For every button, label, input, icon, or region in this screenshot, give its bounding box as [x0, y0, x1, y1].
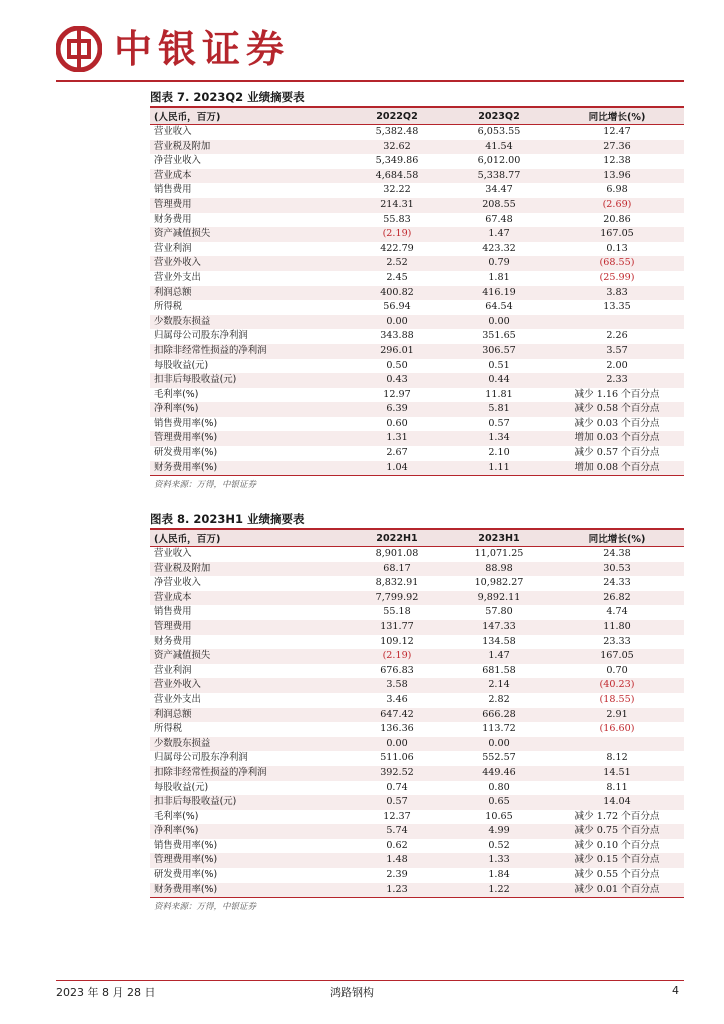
row-label: 少数股东损益 — [150, 315, 346, 330]
table-row — [150, 781, 684, 796]
yoy-change: 6.98 — [606, 184, 628, 196]
prior-value: 400.82 — [346, 286, 448, 301]
prior-value: 3.46 — [386, 693, 408, 705]
current-value: 67.48 — [485, 213, 513, 225]
prior-value: 32.62 — [346, 140, 448, 155]
row-label: 管理费用 — [150, 198, 346, 213]
summary-table — [150, 108, 684, 476]
current-value: 306.57 — [448, 344, 550, 359]
yoy-change: 30.53 — [550, 562, 684, 577]
row-label: 管理费用 — [150, 620, 346, 635]
table-row — [150, 256, 684, 271]
table-row — [150, 883, 684, 898]
prior-value: 68.17 — [346, 562, 448, 577]
yoy-change: 减少 0.55 个百分点 — [574, 869, 660, 881]
table-title: 图表 8. 2023H1 业绩摘要表 — [150, 510, 684, 530]
table-row — [150, 140, 684, 155]
prior-value: 214.31 — [346, 198, 448, 213]
current-value: 1.34 — [448, 431, 550, 446]
table-row — [150, 417, 684, 432]
table-row — [150, 591, 684, 606]
prior-value: 55.83 — [383, 213, 411, 225]
current-value: 1.81 — [488, 271, 510, 283]
row-label: 财务费用率(%) — [150, 883, 346, 898]
table-row — [150, 446, 684, 461]
current-value: 2.10 — [488, 447, 510, 459]
yoy-change: 14.51 — [550, 766, 684, 781]
column-header-prior: 2022H1 — [346, 530, 448, 547]
row-label: 销售费用率(%) — [154, 417, 218, 429]
row-label: 营业外收入 — [150, 678, 346, 693]
column-header-label: (人民币，百万) — [150, 108, 346, 125]
current-value: 64.54 — [485, 301, 513, 313]
table-row — [150, 795, 684, 810]
yoy-change: 12.38 — [603, 155, 631, 167]
current-value: 416.19 — [448, 286, 550, 301]
column-header-current: 2023H1 — [448, 530, 550, 547]
yoy-change: 26.82 — [550, 591, 684, 606]
row-label: 所得税 — [154, 723, 183, 735]
table-row — [150, 169, 684, 184]
table-row — [150, 635, 684, 650]
table-2023q2-summary — [150, 88, 684, 492]
yoy-change: 0.70 — [606, 664, 628, 676]
yoy-change: 减少 0.75 个百分点 — [550, 824, 684, 839]
prior-value: 2.67 — [386, 447, 408, 459]
table-row — [150, 708, 684, 723]
yoy-change: 20.86 — [603, 213, 631, 225]
yoy-change: 减少 0.58 个百分点 — [550, 402, 684, 417]
row-label: 每股收益(元) — [154, 781, 209, 793]
current-value: 5,338.77 — [448, 169, 550, 184]
yoy-change: 12.47 — [603, 126, 631, 137]
table-row — [150, 359, 684, 374]
yoy-change: 2.33 — [550, 373, 684, 388]
current-value: 5.81 — [448, 402, 550, 417]
prior-value: 1.23 — [346, 883, 448, 898]
table-row — [150, 810, 684, 825]
column-header-prior: 2022Q2 — [346, 108, 448, 125]
current-value: 6,012.00 — [477, 155, 521, 167]
prior-value: 392.52 — [346, 766, 448, 781]
table-row — [150, 154, 684, 169]
table-row — [150, 605, 684, 620]
footer-date: 2023 年 8 月 28 日 — [56, 986, 156, 999]
prior-value: 0.50 — [386, 359, 408, 371]
current-value: 666.28 — [448, 708, 550, 723]
prior-value: 5,349.86 — [375, 155, 419, 167]
prior-value: 0.74 — [386, 781, 408, 793]
prior-value: (2.19) — [346, 649, 448, 664]
prior-value: 55.18 — [383, 606, 411, 618]
table-row — [150, 125, 684, 140]
yoy-change: 27.36 — [550, 140, 684, 155]
yoy-change — [550, 737, 684, 752]
yoy-change: (16.60) — [599, 723, 635, 735]
prior-value: 0.57 — [346, 795, 448, 810]
current-value: 0.00 — [448, 737, 550, 752]
yoy-change: 167.05 — [550, 227, 684, 242]
yoy-change: 3.57 — [550, 344, 684, 359]
yoy-change: 2.91 — [550, 708, 684, 723]
table-row — [150, 461, 684, 476]
prior-value: 0.00 — [346, 315, 448, 330]
table-row — [150, 242, 684, 257]
summary-table — [150, 530, 684, 898]
yoy-change: 8.12 — [606, 752, 628, 764]
table-row — [150, 751, 684, 766]
prior-value: 4,684.58 — [346, 169, 448, 184]
current-value: 10,982.27 — [474, 577, 524, 589]
row-label: 管理费用率(%) — [150, 431, 346, 446]
row-label: 财务费用率(%) — [150, 461, 346, 476]
row-label: 净营业收入 — [154, 577, 201, 589]
yoy-change: (2.69) — [550, 198, 684, 213]
yoy-change: 3.83 — [550, 286, 684, 301]
table-row — [150, 431, 684, 446]
row-label: 净营业收入 — [154, 155, 201, 167]
current-value: 10.65 — [485, 810, 513, 822]
yoy-change: 13.35 — [603, 301, 631, 313]
current-value: 57.80 — [485, 606, 513, 618]
current-value: 0.79 — [448, 256, 550, 271]
current-value: 9,892.11 — [448, 591, 550, 606]
row-label: 归属母公司股东净利润 — [154, 752, 248, 764]
column-header-label: (人民币，百万) — [150, 530, 346, 547]
table-row — [150, 620, 684, 635]
current-value: 681.58 — [482, 664, 516, 676]
row-label: 管理费用率(%) — [150, 853, 346, 868]
yoy-change: 增加 0.08 个百分点 — [550, 461, 684, 476]
footer-page-number: 4 — [672, 984, 679, 997]
bank-of-china-logo-icon — [56, 26, 102, 72]
table-row — [150, 678, 684, 693]
current-value: 0.80 — [488, 781, 510, 793]
prior-value: 0.00 — [346, 737, 448, 752]
yoy-change: (40.23) — [550, 678, 684, 693]
table-row — [150, 664, 684, 679]
table-body — [150, 125, 684, 476]
row-label: 营业税及附加 — [150, 562, 346, 577]
yoy-change: 2.00 — [606, 359, 628, 371]
table-row — [150, 388, 684, 403]
row-label: 营业利润 — [154, 242, 192, 254]
prior-value: 1.48 — [346, 853, 448, 868]
table-row — [150, 824, 684, 839]
table-title: 图表 7. 2023Q2 业绩摘要表 — [150, 88, 684, 108]
prior-value: 109.12 — [380, 635, 414, 647]
prior-value: 511.06 — [380, 752, 414, 764]
prior-value: 136.36 — [380, 723, 414, 735]
brand-name: 中银证券 — [114, 27, 291, 71]
table-2023h1-summary — [150, 510, 684, 914]
prior-value: 2.39 — [386, 869, 408, 881]
current-value: 552.57 — [482, 752, 516, 764]
current-value: 423.32 — [482, 242, 516, 254]
yoy-change: 2.26 — [606, 330, 628, 342]
table-row — [150, 722, 684, 737]
current-value: 134.58 — [482, 635, 516, 647]
prior-value: 32.22 — [383, 184, 411, 196]
prior-value: 647.42 — [346, 708, 448, 723]
row-label: 研发费用率(%) — [154, 869, 218, 881]
current-value: 1.47 — [448, 227, 550, 242]
prior-value: 2.52 — [346, 256, 448, 271]
prior-value: 12.37 — [383, 810, 411, 822]
row-label: 利润总额 — [150, 286, 346, 301]
table-row — [150, 839, 684, 854]
table-row — [150, 853, 684, 868]
yoy-change: 14.04 — [550, 795, 684, 810]
row-label: 营业外支出 — [154, 693, 201, 705]
yoy-change: 增加 0.03 个百分点 — [550, 431, 684, 446]
row-label: 少数股东损益 — [150, 737, 346, 752]
prior-value: 5.74 — [346, 824, 448, 839]
row-label: 营业收入 — [154, 126, 192, 137]
current-value: 0.57 — [488, 417, 510, 429]
current-value: 41.54 — [448, 140, 550, 155]
table-row — [150, 373, 684, 388]
prior-value: 8,901.08 — [375, 548, 419, 559]
header-divider — [56, 80, 684, 82]
row-label: 财务费用 — [154, 635, 192, 647]
row-label: 所得税 — [154, 301, 183, 313]
yoy-change: 24.33 — [603, 577, 631, 589]
current-value: 34.47 — [485, 184, 513, 196]
current-value: 113.72 — [482, 723, 516, 735]
yoy-change: (18.55) — [599, 693, 635, 705]
table-row — [150, 737, 684, 752]
row-label: 资产减值损失 — [150, 227, 346, 242]
current-value: 0.00 — [448, 315, 550, 330]
row-label: 净利率(%) — [150, 402, 346, 417]
prior-value: 7,799.92 — [346, 591, 448, 606]
row-label: 毛利率(%) — [154, 810, 199, 822]
row-label: 销售费用率(%) — [154, 839, 218, 851]
table-row — [150, 300, 684, 315]
table-header-row — [150, 108, 684, 125]
row-label: 营业外收入 — [150, 256, 346, 271]
yoy-change: 167.05 — [550, 649, 684, 664]
footer-divider — [56, 980, 684, 981]
yoy-change — [550, 315, 684, 330]
current-value: 1.33 — [448, 853, 550, 868]
row-label: 每股收益(元) — [154, 359, 209, 371]
current-value: 0.52 — [488, 839, 510, 851]
current-value: 2.82 — [488, 693, 510, 705]
prior-value: 676.83 — [380, 664, 414, 676]
current-value: 147.33 — [448, 620, 550, 635]
yoy-change: 减少 0.15 个百分点 — [550, 853, 684, 868]
yoy-change: 13.96 — [550, 169, 684, 184]
yoy-change: 24.38 — [603, 548, 631, 559]
current-value: 6,053.55 — [477, 126, 521, 137]
prior-value: 1.31 — [346, 431, 448, 446]
current-value: 0.65 — [448, 795, 550, 810]
table-row — [150, 344, 684, 359]
yoy-change: 减少 0.10 个百分点 — [574, 839, 660, 851]
row-label: 营业成本 — [150, 169, 346, 184]
column-header-yoy: 同比增长(%) — [550, 530, 684, 547]
current-value: 1.84 — [488, 869, 510, 881]
table-body — [150, 547, 684, 898]
prior-value: 3.58 — [346, 678, 448, 693]
row-label: 营业成本 — [150, 591, 346, 606]
current-value: 1.47 — [448, 649, 550, 664]
row-label: 销售费用 — [154, 606, 192, 618]
current-value: 449.46 — [448, 766, 550, 781]
yoy-change: 减少 0.57 个百分点 — [574, 447, 660, 459]
yoy-change: 减少 0.03 个百分点 — [574, 417, 660, 429]
table-row — [150, 547, 684, 562]
row-label: 扣非后每股收益(元) — [150, 795, 346, 810]
table-row — [150, 198, 684, 213]
yoy-change: 0.13 — [606, 242, 628, 254]
row-label: 归属母公司股东净利润 — [154, 330, 248, 342]
table-row — [150, 271, 684, 286]
row-label: 利润总额 — [150, 708, 346, 723]
prior-value: 12.97 — [383, 388, 411, 400]
row-label: 净利率(%) — [150, 824, 346, 839]
prior-value: 1.04 — [346, 461, 448, 476]
row-label: 研发费用率(%) — [154, 447, 218, 459]
prior-value: 5,382.48 — [375, 126, 419, 137]
page-header — [56, 24, 686, 80]
source-note: 资料来源：万得，中银证券 — [154, 902, 257, 913]
yoy-change: 4.74 — [606, 606, 628, 618]
row-label: 扣除非经常性损益的净利润 — [150, 766, 346, 781]
current-value: 1.11 — [448, 461, 550, 476]
table-row — [150, 576, 684, 591]
table-row — [150, 227, 684, 242]
prior-value: 296.01 — [346, 344, 448, 359]
table-header-row — [150, 530, 684, 547]
yoy-change: (25.99) — [599, 271, 635, 283]
row-label: 营业外支出 — [154, 271, 201, 283]
table-row — [150, 649, 684, 664]
yoy-change: 减少 1.16 个百分点 — [574, 388, 660, 400]
row-label: 扣非后每股收益(元) — [150, 373, 346, 388]
row-label: 财务费用 — [154, 213, 192, 225]
table-row — [150, 402, 684, 417]
prior-value: 0.62 — [386, 839, 408, 851]
prior-value: 0.60 — [386, 417, 408, 429]
row-label: 毛利率(%) — [154, 388, 199, 400]
current-value: 2.14 — [448, 678, 550, 693]
yoy-change: 8.11 — [606, 781, 628, 793]
prior-value: 0.43 — [346, 373, 448, 388]
table-row — [150, 213, 684, 228]
table-row — [150, 315, 684, 330]
footer-company: 鸿路钢构 — [330, 986, 374, 999]
current-value: 208.55 — [448, 198, 550, 213]
prior-value: 343.88 — [380, 330, 414, 342]
prior-value: 422.79 — [380, 242, 414, 254]
table-row — [150, 868, 684, 883]
current-value: 11.81 — [485, 388, 513, 400]
prior-value: 6.39 — [346, 402, 448, 417]
row-label: 扣除非经常性损益的净利润 — [150, 344, 346, 359]
row-label: 销售费用 — [154, 184, 192, 196]
current-value: 88.98 — [448, 562, 550, 577]
current-value: 351.65 — [482, 330, 516, 342]
yoy-change: 23.33 — [603, 635, 631, 647]
table-row — [150, 183, 684, 198]
row-label: 营业税及附加 — [150, 140, 346, 155]
row-label: 资产减值损失 — [150, 649, 346, 664]
table-row — [150, 693, 684, 708]
yoy-change: 11.80 — [550, 620, 684, 635]
column-header-current: 2023Q2 — [448, 108, 550, 125]
yoy-change: 减少 0.01 个百分点 — [550, 883, 684, 898]
source-note: 资料来源：万得，中银证券 — [154, 480, 257, 491]
table-row — [150, 329, 684, 344]
current-value: 0.44 — [448, 373, 550, 388]
yoy-change: (68.55) — [550, 256, 684, 271]
current-value: 0.51 — [488, 359, 510, 371]
current-value: 1.22 — [448, 883, 550, 898]
table-row — [150, 766, 684, 781]
current-value: 4.99 — [448, 824, 550, 839]
table-row — [150, 286, 684, 301]
prior-value: 8,832.91 — [375, 577, 419, 589]
current-value: 11,071.25 — [474, 548, 524, 559]
column-header-yoy: 同比增长(%) — [550, 108, 684, 125]
prior-value: 2.45 — [386, 271, 408, 283]
prior-value: 56.94 — [383, 301, 411, 313]
prior-value: (2.19) — [346, 227, 448, 242]
prior-value: 131.77 — [346, 620, 448, 635]
row-label: 营业利润 — [154, 664, 192, 676]
yoy-change: 减少 1.72 个百分点 — [574, 810, 660, 822]
table-row — [150, 562, 684, 577]
row-label: 营业收入 — [154, 548, 192, 559]
